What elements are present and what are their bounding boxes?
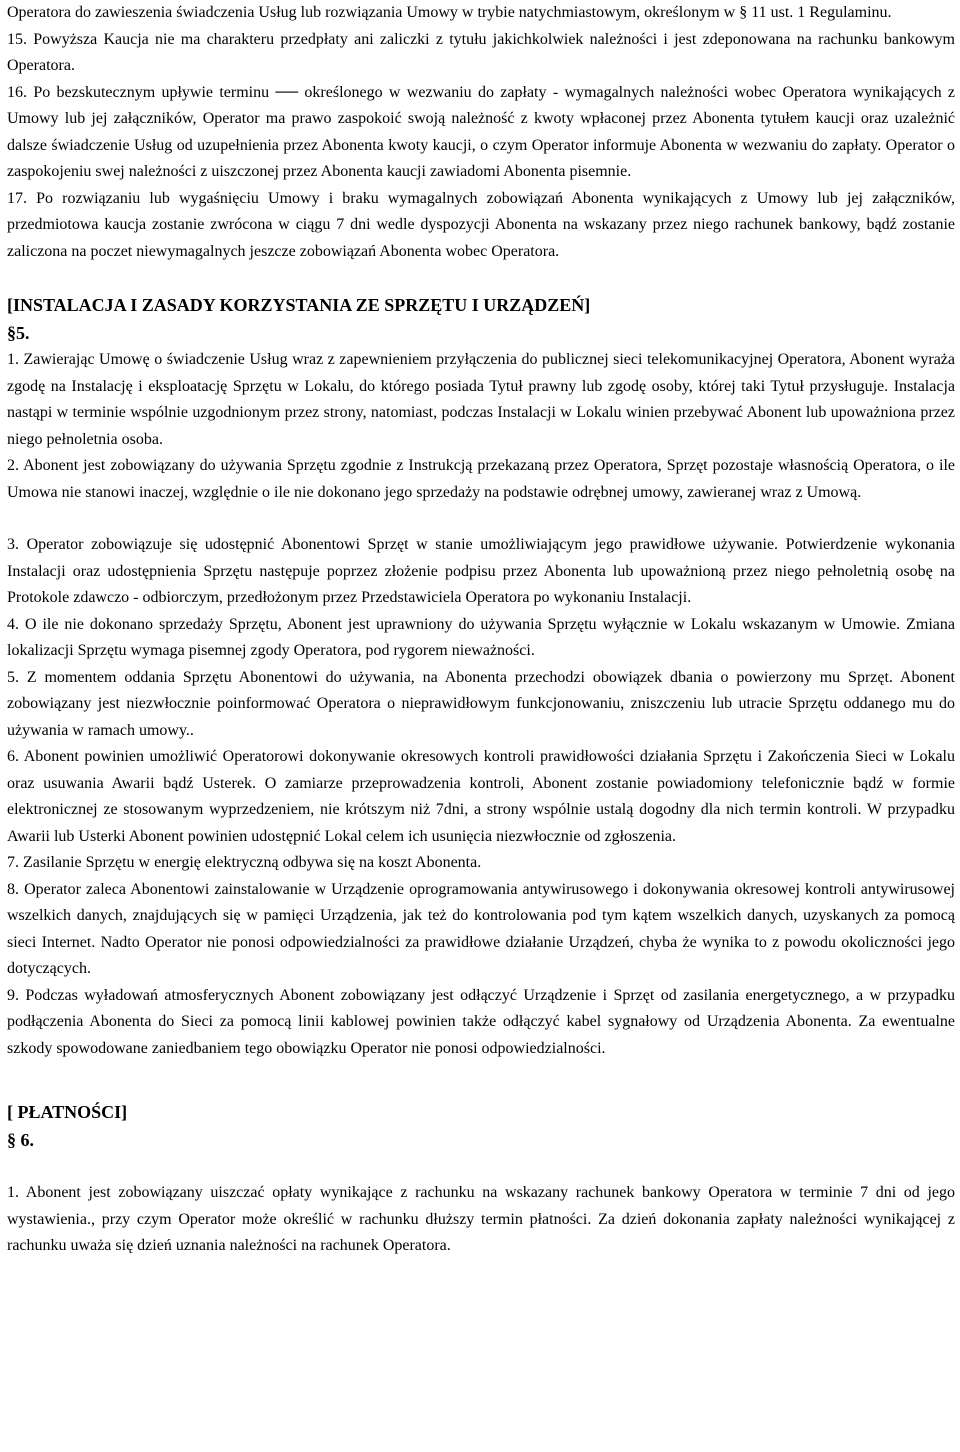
- section-5-item-7: 7. Zasilanie Sprzętu w energię elektryczną odbywa się na koszt Abonenta.: [7, 854, 482, 871]
- section-5-item-1: 1. Zawierając Umowę o świadczenie Usług wraz z zapewnieniem przyłączenia do publicznej sieci telekomunikacyjnej Operatora, Abonent wyraża zgodę na Instalację i eksploatację Sprzętu w Lokalu, do którego posiada Tytuł prawny lub zgodę osoby, której taki Tytuł przysługuje. Instalacja nastąpi w terminie wspólnie uzgodnionym przez strony, natomiast, podczas Instalacji w Lokalu winien przebywać Abonent lub upoważniona przez niego pełnoletnia osoba.: [7, 351, 955, 448]
- section-5-item-4: 4. O ile nie dokonano sprzedaży Sprzętu, Abonent jest uprawniony do używania Sprzętu wyłącznie w Lokalu wskazanym w Umowie. Zmiana lokalizacji Sprzętu wymaga pisemnej zgody Operatora, pod rygorem nieważności.: [7, 615, 955, 659]
- paragraph-17: 17. Po rozwiązaniu lub wygaśnięciu Umowy i braku wymagalnych zobowiązań Abonenta wynikających z Umowy lub jej załączników, przedmiotowa kaucja zostanie zwrócona w ciągu 7 dni wedle dyspozycji Abonenta na wskazany przez niego rachunek bankowy, bądź zostanie zaliczona na poczet niewymagalnych jeszcze zobowiązań Abonenta wobec Operatora.: [7, 189, 955, 260]
- section-5-item-8: 8. Operator zaleca Abonentowi zainstalowanie w Urządzenie oprogramowania antywirusowego i dokonywania okresowej kontroli antywirusowej wszelkich danych, znajdujących się w pamięci Urządzenia, jak też do kontrolowania pod tym kątem wszelkich danych, uzyskanych za pomocą sieci Internet. Nadto Operator nie ponosi odpowiedzialności za prawidłowe działanie Urządzeń, chyba że wynika to z powodu okoliczności jego dotyczących.: [7, 880, 955, 977]
- section-5-title: [INSTALACJA I ZASADY KORZYSTANIA ZE SPRZĘTU I URZĄDZEŃ]: [7, 295, 591, 315]
- section-6-title: [ PŁATNOŚCI]: [7, 1102, 128, 1122]
- section-5-item-9: 9. Podczas wyładowań atmosferycznych Abonent zobowiązany jest odłączyć Urządzenie i Sprzęt od zasilania energetycznego, a w przypadku podłączenia Abonenta do Sieci za pomocą linii kablowej powinien także odłączyć kabel sygnałowy od Urządzenia Abonenta. Za ewentualne szkody spowodowane zaniedbaniem tego obowiązku Operator nie ponosi odpowiedzialności.: [7, 986, 955, 1057]
- section-6-number: § 6.: [7, 1130, 34, 1150]
- document-page: [7, 0, 955, 1260]
- section-6-item-1: 1. Abonent jest zobowiązany uiszczać opłaty wynikające z rachunku na wskazany rachunek bankowy Operatora w terminie 7 dni od jego wystawienia., przy czym Operator może określić w rachunku dłuższy termin płatności. Za dzień dokonania zapłaty należności wynikającej z rachunku uważa się dzień uznania należności na rachunek Operatora.: [7, 1184, 955, 1254]
- section-5-number: §5.: [7, 323, 30, 343]
- section-5-item-6: 6. Abonent powinien umożliwić Operatorowi dokonywanie okresowych kontroli prawidłowości działania Sprzętu i Zakończenia Sieci w Lokalu oraz usuwania Awarii bądź Usterek. O zamiarze przeprowadzenia kontroli, Abonent zostanie powiadomiony telefonicznie bądź w formie elektronicznej ze stosowanym wyprzedzeniem, nie krótszym niż 7dni, a strony wspólnie ustalą dogodny dla nich termin kontroli. W przypadku Awarii lub Usterki Abonent powinien udostępnić Lokal celem ich usunięcia niezwłocznie od zgłoszenia.: [7, 748, 955, 845]
- paragraph-16: 16. Po bezskutecznym upływie terminu ── określonego w wezwaniu do zapłaty - wymagalnych należności wobec Operatora wynikających z Umowy lub jej załączników, Operator ma prawo zaspokoić swoją należność z kwoty wpłaconej przez Abonenta tytułem kaucji oraz uzależnić dalsze świadczenie Usług od uzupełnienia przez Abonenta kwoty kaucji, o czym Operator informuje Abonenta w wezwaniu do zapłaty. Operator o zaspokojeniu swej należności z uiszczonej przez Abonenta kaucji zawiadomi Abonenta pisemnie.: [7, 83, 955, 180]
- section-5-item-5: 5. Z momentem oddania Sprzętu Abonentowi do używania, na Abonenta przechodzi obowiązek dbania o powierzony mu Sprzęt. Abonent zobowiązany jest niezwłocznie poinformować Operatora o nieprawidłowym funkcjonowaniu, zniszczeniu lub utracie Sprzętu oddanego mu do używania w ramach umowy..: [7, 668, 955, 739]
- section-5-item-3: 3. Operator zobowiązuje się udostępnić Abonentowi Sprzęt w stanie umożliwiającym jego prawidłowe używanie. Potwierdzenie wykonania Instalacji oraz udostępnienia Sprzętu następuje poprzez złożenie podpisu przez Abonenta lub upoważnioną przez niego pełnoletnią osobę na Protokole zdawczo - odbiorczym, przedłożonym przez Przedstawiciela Operatora po wykonaniu Instalacji.: [7, 536, 955, 606]
- paragraph-14-tail: Operatora do zawieszenia świadczenia Usług lub rozwiązania Umowy w trybie natychmiastowym, określonym w § 11 ust. 1 Regulaminu.: [7, 4, 892, 21]
- section-5-item-2: 2. Abonent jest zobowiązany do używania Sprzętu zgodnie z Instrukcją przekazaną przez Operatora, Sprzęt pozostaje własnością Operatora, o ile Umowa nie stanowi inaczej, względnie o ile nie dokonano jego sprzedaży na podstawie odrębnej umowy, zawieranej wraz z Umową.: [7, 457, 955, 501]
- paragraph-15: 15. Powyższa Kaucja nie ma charakteru przedpłaty ani zaliczki z tytułu jakichkolwiek należności i jest zdeponowana na rachunku bankowym Operatora.: [7, 30, 955, 74]
